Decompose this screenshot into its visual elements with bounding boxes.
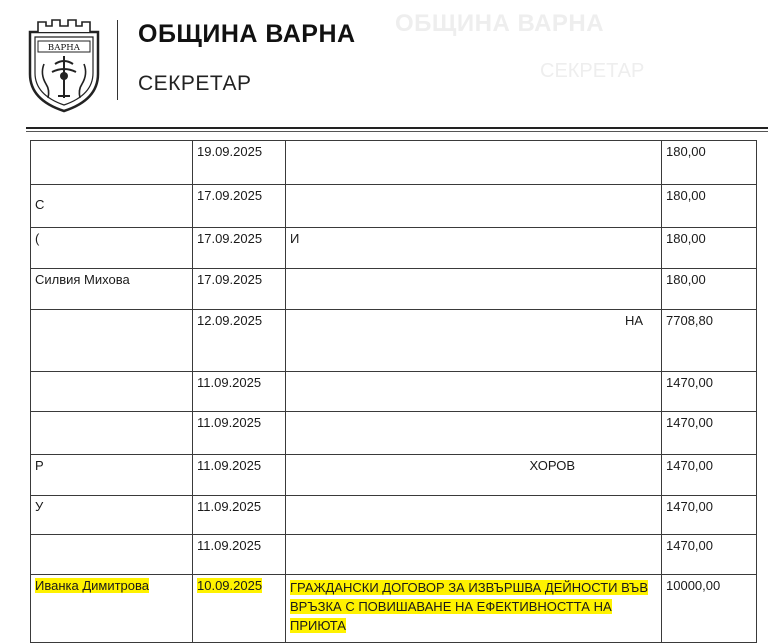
- bleed-through-office: СЕКРЕТАР: [540, 60, 645, 82]
- svg-text:ВАРНА: ВАРНА: [47, 43, 81, 53]
- highlighted-subject: ГРАЖДАНСКИ ДОГОВОР ЗА ИЗВЪРШВА ДЕЙНОСТИ ВЪВ ВРЪЗКА С ПОВИШАВАНЕ НА ЕФЕКТИВНОСТТА НА ПРИЮТА: [290, 580, 649, 633]
- date-cell: 17.09.2025: [193, 269, 286, 310]
- subject-cell: НА: [286, 310, 662, 372]
- table-row: [31, 185, 757, 228]
- amount-cell: 180,00: [662, 228, 757, 269]
- date-cell: 11.09.2025: [193, 372, 286, 412]
- name-cell: С: [31, 185, 193, 228]
- table-row: [31, 496, 757, 535]
- document-header: [0, 0, 768, 130]
- amount-cell: 180,00: [662, 269, 757, 310]
- date-cell: 19.09.2025: [193, 141, 286, 185]
- varna-crest-icon: [24, 14, 104, 114]
- organization-name: ОБЩИНА ВАРНА: [138, 20, 356, 48]
- name-cell: [31, 535, 193, 575]
- subject-cell: [286, 535, 662, 575]
- table-row: [31, 269, 757, 310]
- subject-cell: [286, 496, 662, 535]
- header-rule: [26, 127, 768, 129]
- subject-cell: ХОРОВ: [286, 455, 662, 496]
- name-cell: [31, 412, 193, 455]
- table-row: [31, 535, 757, 575]
- header-rule-thin: [26, 131, 768, 132]
- amount-cell: 1470,00: [662, 535, 757, 575]
- subject-cell: [286, 575, 662, 643]
- name-cell: [31, 310, 193, 372]
- name-cell: Силвия Михова: [31, 269, 193, 310]
- subject-cell: [286, 269, 662, 310]
- amount-cell: 1470,00: [662, 455, 757, 496]
- amount-cell: 180,00: [662, 185, 757, 228]
- date-cell: 11.09.2025: [193, 535, 286, 575]
- table-row: [31, 228, 757, 269]
- amount-cell: 180,00: [662, 141, 757, 185]
- amount-cell: 10000,00: [662, 575, 757, 643]
- date-cell: 12.09.2025: [193, 310, 286, 372]
- table-row: [31, 310, 757, 372]
- amount-cell: 7708,80: [662, 310, 757, 372]
- amount-cell: 1470,00: [662, 496, 757, 535]
- date-cell: 11.09.2025: [193, 496, 286, 535]
- subject-cell: [286, 185, 662, 228]
- highlighted-date: 10.09.2025: [197, 578, 263, 593]
- name-cell: [31, 141, 193, 185]
- amount-cell: 1470,00: [662, 412, 757, 455]
- contracts-table: [30, 140, 757, 643]
- highlighted-name: Иванка Димитрова: [35, 578, 149, 593]
- bleed-through-title: ОБЩИНА ВАРНА: [395, 10, 605, 37]
- date-cell: 11.09.2025: [193, 455, 286, 496]
- subject-cell: [286, 141, 662, 185]
- name-cell: Р: [31, 455, 193, 496]
- header-divider: [117, 20, 118, 100]
- name-cell: (: [31, 228, 193, 269]
- date-cell: 17.09.2025: [193, 185, 286, 228]
- date-cell: [193, 575, 286, 643]
- table-row: [31, 372, 757, 412]
- name-cell: У: [31, 496, 193, 535]
- name-cell: [31, 575, 193, 643]
- table-row: [31, 412, 757, 455]
- date-cell: 17.09.2025: [193, 228, 286, 269]
- date-cell: 11.09.2025: [193, 412, 286, 455]
- amount-cell: 1470,00: [662, 372, 757, 412]
- table-row: [31, 141, 757, 185]
- table-row: [31, 455, 757, 496]
- name-cell: [31, 372, 193, 412]
- table-row-highlighted: [31, 575, 757, 643]
- subject-cell: [286, 372, 662, 412]
- subject-cell: [286, 412, 662, 455]
- office-name: СЕКРЕТАР: [138, 72, 252, 95]
- subject-cell: И: [286, 228, 662, 269]
